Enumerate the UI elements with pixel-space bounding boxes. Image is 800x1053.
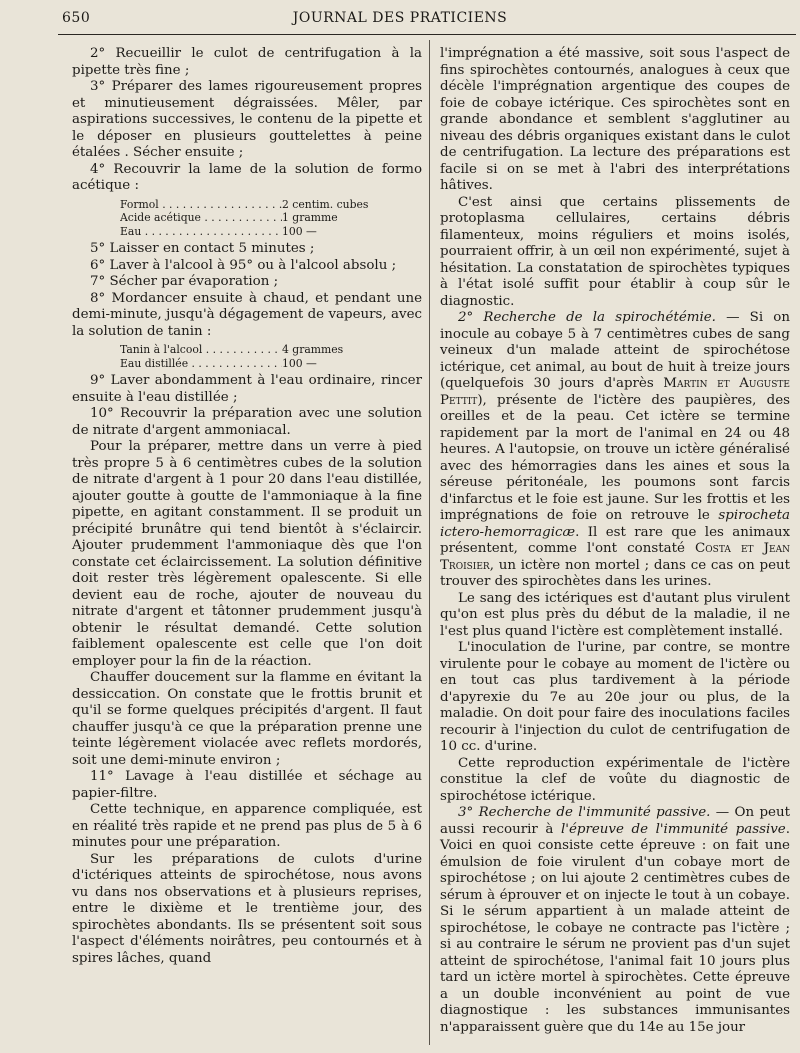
recipe-quantity: 100 — — [282, 224, 317, 238]
recipe-ingredient: Tanin à l'alcool . . . — [120, 343, 282, 357]
section-heading: 2° Recherche de la spirochétémie. — [458, 310, 716, 325]
section-heading: 3° Recherche de l'immunité passive. — [458, 805, 711, 820]
recipe-formol-acetique — [120, 198, 422, 239]
left-column — [72, 46, 422, 967]
paragraph-spirochetemie — [440, 310, 790, 591]
text-run: . Voici en quoi consiste cette épreuve : on fait une émulsion de foie virulent d'un cobaye mort de spirochétose ; on lui ajoute 2 centimètres cubes de sérum à éprouver et on injecte le tout à un cobaye. Si le sérum appartient à un malade atteint de spirochétose, le cobaye ne contracte pas l'ictère ; si au contraire le sérum ne provient pas d'un sujet atteint de spirochétose, l'animal fait 10 jours plus tard un ictère mortel à spirochètes. Cette épreuve a un double inconvénient au point de vue diagnostique : les substances immunisantes n'apparaissent guère que du 14e au 15e jour — [440, 821, 790, 1035]
paragraph: Le sang des ictériques est d'autant plus virulent qu'on est plus près du début de la maladie, il ne l'est plus quand l'ictère est complètement installé. — [440, 590, 790, 639]
italic-phrase: l'épreuve de l'immunité passive — [561, 821, 786, 837]
paragraph: 8° Mordancer ensuite à chaud, et pendant une demi-minute, jusqu'à dégagement de vapeurs, avec la solution de tanin : — [72, 290, 422, 339]
recipe-quantity: 100 — — [282, 356, 317, 370]
author-names: Costa et Jean Troisier — [440, 541, 790, 573]
column-separator — [429, 40, 430, 1045]
recipe-row — [120, 225, 422, 239]
paragraph: Cette reproduction expérimentale de l'ictère constitue la clef de voûte du diagnostic de spirochétose ictérique. — [440, 755, 790, 804]
paragraph: l'imprégnation a été massive, soit sous l'aspect de fins spirochètes contournés, analogues à ceux que décèle l'imprégnation argentique des coupes de foie de cobaye ictérique. Ces spirochètes sont en grande abondance et semblent s'agglutiner au niveau des débris organiques existant dans le culot de centrifugation. La lecture des préparations est facile si on se met à l'abri des interprétations hâtives. — [440, 46, 790, 193]
recipe-quantity: 1 gramme — [282, 211, 338, 225]
paragraph: 6° Laver à l'alcool à 95° ou à l'alcool absolu ; — [90, 257, 397, 273]
recipe-tanin — [120, 343, 422, 370]
recipe-ingredient: Eau distillée . . . — [120, 357, 282, 371]
paragraph: L'inoculation de l'urine, par contre, se montre virulente pour le cobaye au moment de l'ictère ou en tout cas plus tardivement à la période d'apyrexie du 7e au 20e jour ou plus, de la maladie. On doit pour faire des inoculations faciles recourir à l'injection du culot de centrifugation de 10 cc. d'urine. — [440, 640, 790, 754]
paragraph: 4° Recouvrir la lame de la solution de formo acétique : — [72, 161, 422, 193]
recipe-row — [120, 211, 422, 225]
recipe-quantity: 2 centim. cubes — [282, 197, 369, 211]
text-run: — On peut aussi recourir à — [440, 805, 790, 837]
recipe-ingredient: Formol . . . — [120, 198, 282, 212]
text-run: — Si on inocule au cobaye 5 à 7 centimètres cubes de sang veineux d'un malade atteint de spirochétose ictérique, cet animal, au bout de huit à treize jours (quelquefois 30 jours d'après — [440, 310, 790, 391]
text-run: . Il est rare que les animaux présentent, comme l'ont constaté — [440, 524, 790, 556]
journal-title: JOURNAL DES PRATICIENS — [292, 10, 508, 26]
right-column — [440, 46, 790, 1036]
paragraph: C'est ainsi que certains plissements de protoplasma cellulaires, certains débris filamenteux, moins réguliers et moins isolés, pourraient offrir, à un œil non expérimenté, sujet à hésitation. La constatation de spirochètes typiques à l'état isolé suffit pour établir à coup sûr le diagnostic. — [440, 194, 790, 309]
paragraph: 9° Laver abondamment à l'eau ordinaire, rincer ensuite à l'eau distillée ; — [72, 373, 422, 405]
recipe-row — [120, 343, 422, 357]
recipe-ingredient: Acide acétique . . . — [120, 211, 282, 225]
text-run: ), présente de l'ictère des paupières, des oreilles et de la peau. Cet ictère se termine rapidement par la mort de l'animal en 24 ou 48 heures. A l'autopsie, on trouve un ictère généralisé avec des hémorragies dans les aines et sous la séreuse péritonéale, les poumons sont farcis d'infarctus et le foie est jaune. Sur les frottis et les imprégnations de foie on retrouve le — [440, 392, 790, 523]
paragraph: Sur les préparations de culots d'urine d'ictériques atteints de spirochétose, nous avons vu dans nos observations et à plusieurs reprises, entre le dixième et le trentième jour, des spirochètes abondants. Ils se présentent soit sous l'aspect d'éléments noirâtres, peu contournés et à spires lâches, quand — [72, 851, 422, 966]
running-header — [0, 10, 800, 32]
paragraph: 7° Sécher par évaporation ; — [90, 274, 279, 290]
recipe-row — [120, 357, 422, 371]
paragraph: Chauffer doucement sur la flamme en évitant la dessiccation. On constate que le frottis brunit et qu'il se forme quelques précipités d'argent. Il faut chauffer jusqu'à ce que la préparation prenne une teinte légèrement violacée avec reflets mordorés, soit une demi-minute environ ; — [72, 670, 422, 768]
header-rule — [58, 34, 796, 35]
text-run: , un ictère non mortel ; dans ce cas on peut trouver des spirochètes dans les urines. — [440, 557, 790, 589]
paragraph: Cette technique, en apparence compliquée, est en réalité très rapide et ne prend pas plus de 5 à 6 minutes pour une préparation. — [72, 802, 422, 851]
species-name: spirocheta ictero-hemorragicæ — [440, 508, 790, 540]
paragraph: 5° Laisser en contact 5 minutes ; — [90, 241, 315, 257]
recipe-row — [120, 198, 422, 212]
author-names: Martin et Auguste Pettit — [440, 376, 790, 408]
page-number: 650 — [62, 10, 91, 26]
paragraph-immunite-passive — [440, 805, 790, 1036]
paragraph: Pour la préparer, mettre dans un verre à pied très propre 5 à 6 centimètres cubes de la solution de nitrate d'argent à 1 pour 20 dans l'eau distillée, ajouter goutte à goutte de l'ammoniaque à la fine pipette, en agitant constamment. Il se produit un précipité brunâtre qui tend bientôt à s'éclaircir. Ajouter prudemment l'ammoniaque dès que l'on constate cet éclaircissement. La solution définitive doit rester très légèrement opalescente. Si elle devient eau de roche, ajouter de nouveau du nitrate d'argent et tâtonner prudemment jusqu'à obtenir le résultat demandé. Cette solution faiblement opalescente est celle que l'on doit employer pour la fin de la réaction. — [72, 439, 422, 669]
recipe-ingredient: Eau . . . — [120, 225, 282, 239]
recipe-quantity: 4 grammes — [282, 343, 344, 357]
paragraph: 2° Recueillir le culot de centrifugation à la pipette très fine ; — [72, 46, 422, 78]
paragraph: 3° Préparer des lames rigoureusement propres et minutieusement dégraissées. Mêler, par aspirations successives, le contenu de la pipette et le déposer en plusieurs gouttelettes à peine étalées . Sécher ensuite ; — [72, 79, 422, 160]
paragraph: 10° Recouvrir la préparation avec une solution de nitrate d'argent ammoniacal. — [72, 406, 422, 438]
paragraph: 11° Lavage à l'eau distillée et séchage au papier-filtre. — [72, 769, 422, 801]
